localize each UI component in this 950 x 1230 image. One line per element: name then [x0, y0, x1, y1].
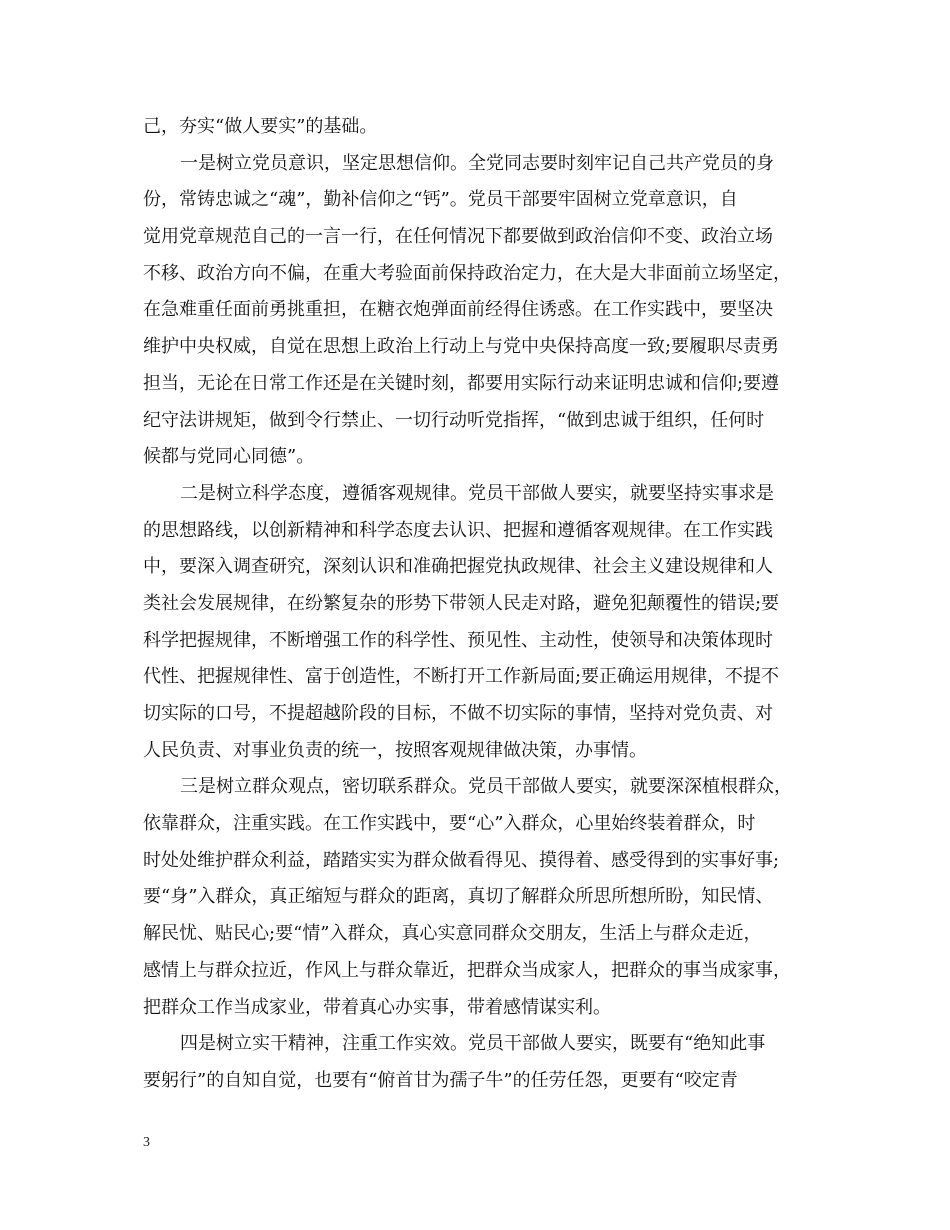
text-line: 人民负责、对事业负责的统一，按照客观规律做决策，办事情。 — [143, 739, 647, 761]
text-line: 的思想路线，以创新精神和科学态度去认识、把握和遵循客观规律。在工作实践 — [143, 519, 773, 541]
text-line: 类社会发展规律，在纷繁复杂的形势下带领人民走对路，避免犯颠覆性的错误;要 — [143, 592, 780, 614]
text-line: 纪守法讲规矩，做到令行禁止、一切行动听党指挥，“做到忠诚于组织，任何时 — [143, 409, 765, 431]
text-line: 份，常铸忠诚之“魂”，勤补信仰之“钙”。党员干部要牢固树立党章意识，自 — [143, 189, 738, 211]
text-line: 担当，无论在日常工作还是在关键时刻，都要用实际行动来证明忠诚和信仰;要遵 — [143, 372, 780, 394]
text-line: 要“身”入群众，真正缩短与群众的距离，真切了解群众所思所想所盼，知民情、 — [143, 886, 774, 908]
text-line: 切实际的口号，不提超越阶段的目标，不做不切实际的事情，坚持对党负责、对 — [143, 703, 773, 724]
text-line: 把群众工作当成家业，带着真心办实事，带着感情谋实利。 — [143, 996, 611, 1018]
text-line: 代性、把握规律性、富于创造性，不断打开工作新局面;要正确运用规律，不提不 — [143, 666, 780, 688]
text-line: 时处处维护群众利益，踏踏实实为群众做看得见、摸得着、感受得到的实事好事; — [143, 849, 780, 871]
text-line: 中，要深入调查研究，深刻认识和准确把握党执政规律、社会主义建设规律和人 — [143, 556, 773, 578]
text-line: 维护中央权威，自觉在思想上政治上行动上与党中央保持高度一致;要履职尽责勇 — [143, 336, 780, 358]
paragraph-first-line: 二是树立科学态度，遵循客观规律。党员干部做人要实，就要坚持实事求是 — [180, 482, 774, 504]
document-body — [143, 109, 823, 1100]
text-line: 科学把握规律，不断增强工作的科学性、预见性、主动性，使领导和决策体现时 — [143, 629, 773, 651]
text-line: 在急难重任面前勇挑重担，在糖衣炮弹面前经得住诱惑。在工作实践中，要坚决 — [143, 299, 773, 321]
paragraph-first-line: 四是树立实干精神，注重工作实效。党员干部做人要实，既要有“绝知此事 — [180, 1033, 766, 1055]
page-number: 3 — [143, 1135, 150, 1150]
text-line: 候都与党同心同德”。 — [143, 446, 315, 468]
text-line: 依靠群众，注重实践。在工作实践中，要“心”入群众，心里始终装着群众，时 — [143, 813, 756, 835]
text-line: 己，夯实“做人要实”的基础。 — [143, 116, 378, 137]
paragraph-first-line: 三是树立群众观点，密切联系群众。党员干部做人要实，就要深深植根群众， — [180, 776, 792, 798]
text-line: 解民忧、贴民心;要“情”入群众，真心实意同群众交朋友，生活上与群众走近， — [143, 923, 762, 945]
text-line: 不移、政治方向不偏，在重大考验面前保持政治定力，在大是大非面前立场坚定， — [143, 262, 791, 284]
paragraph-first-line: 一是树立党员意识，坚定思想信仰。全党同志要时刻牢记自己共产党员的身 — [180, 152, 774, 174]
text-line: 觉用党章规范自己的一言一行，在任何情况下都要做到政治信仰不变、政治立场 — [143, 226, 773, 248]
text-line: 要躬行”的自知自觉，也要有“俯首甘为孺子牛”的任劳任怨，更要有“咬定青 — [143, 1069, 738, 1091]
text-line: 感情上与群众拉近，作风上与群众靠近，把群众当成家人，把群众的事当成家事， — [143, 959, 791, 981]
